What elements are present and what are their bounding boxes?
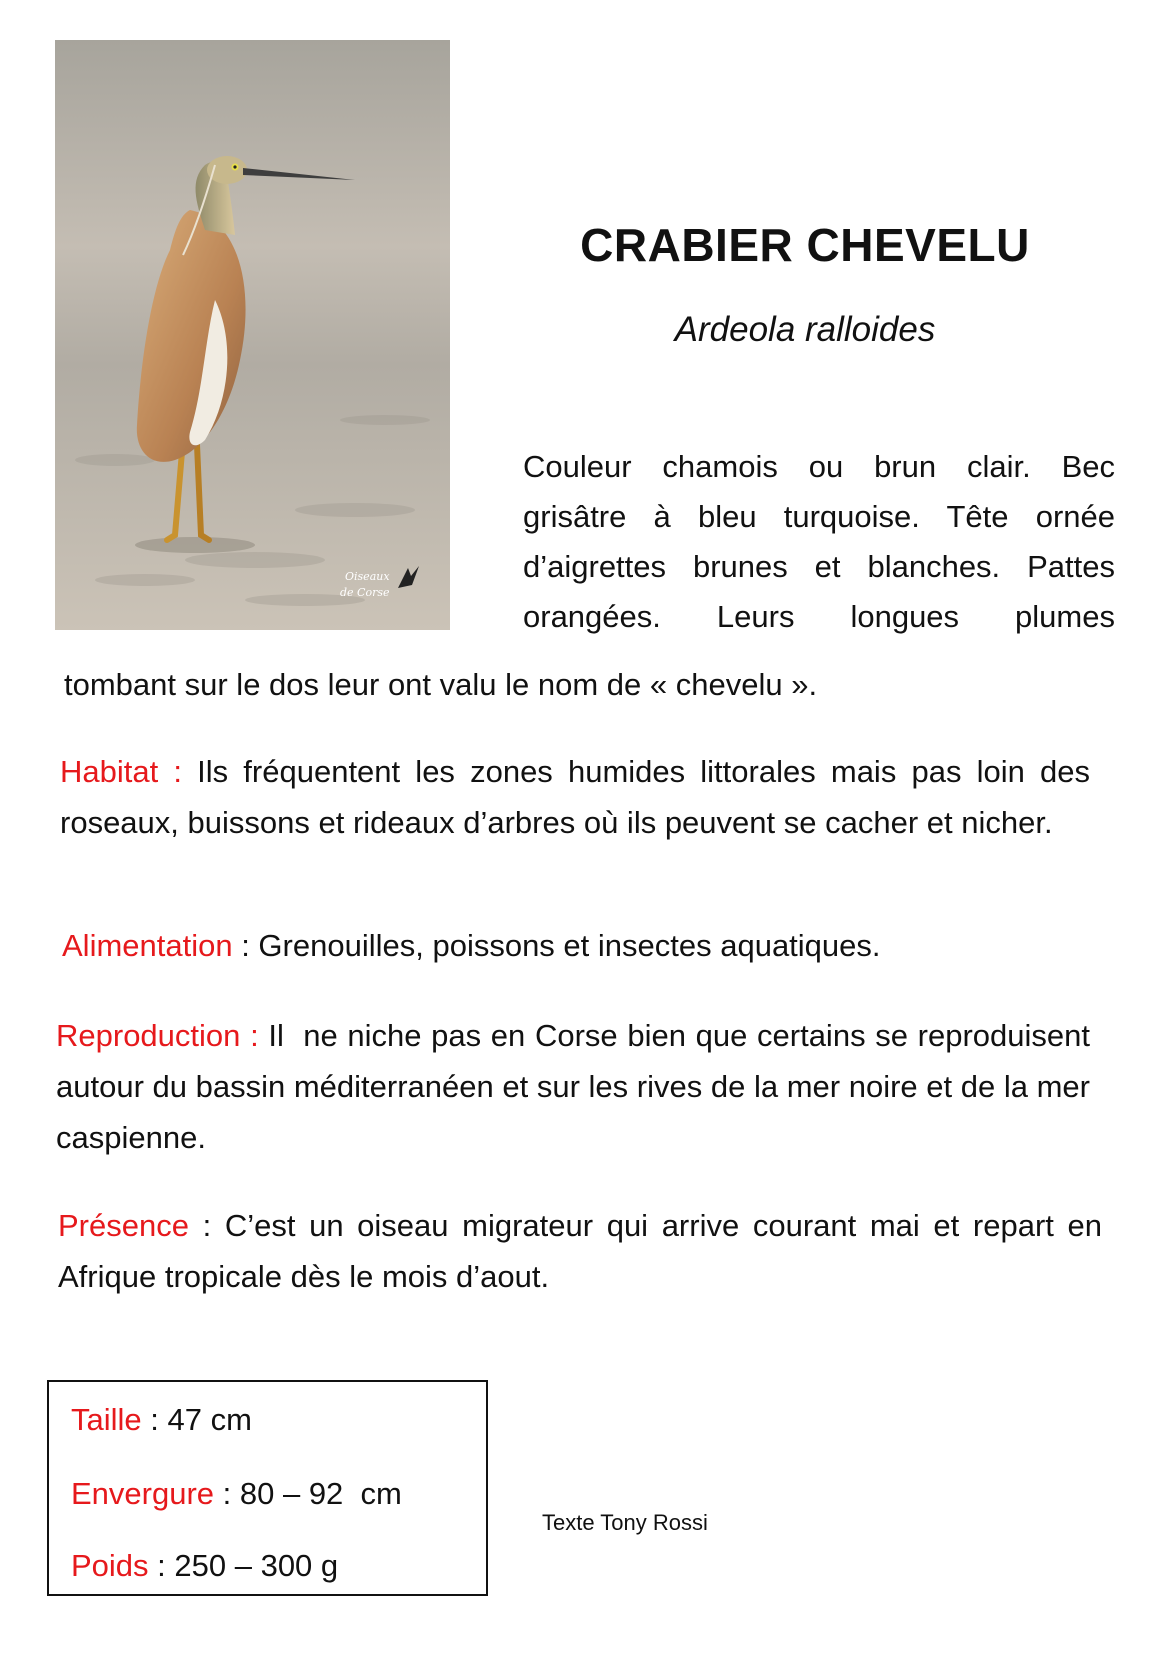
page-title: CRABIER CHEVELU — [580, 219, 1030, 271]
habitat-section — [60, 746, 1090, 848]
stat-envergure — [71, 1474, 402, 1514]
stat-poids — [71, 1546, 338, 1586]
description-first-part: Couleur chamois ou brun clair. Bec grisâtre à bleu turquoise. Tête ornée d’aigrettes brunes et blanches. Pattes orangées. Leurs longues plumes — [523, 449, 1115, 634]
poids-label: Poids — [71, 1548, 149, 1583]
alimentation-text: : Grenouilles, poissons et insectes aquatiques. — [232, 928, 881, 963]
habitat-label: Habitat : — [60, 754, 182, 789]
presence-label: Présence — [58, 1208, 189, 1243]
stat-taille — [71, 1400, 252, 1440]
reproduction-text: Il ne niche pas en Corse bien que certains se reproduisent autour du bassin méditerranéen et sur les rives de la mer noire et de la mer caspienne. — [56, 1018, 1099, 1155]
watermark-text-1: Oiseaux — [345, 570, 390, 583]
envergure-label: Envergure — [71, 1476, 215, 1511]
credit-text: Texte Tony Rossi — [542, 1510, 708, 1535]
reproduction-label: Reproduction : — [56, 1018, 259, 1053]
stats-box — [47, 1380, 488, 1596]
watermark-text-2: de Corse — [340, 586, 390, 599]
envergure-value: : 80 – 92 cm — [214, 1476, 402, 1511]
reproduction-section — [56, 1010, 1099, 1163]
taille-label: Taille — [71, 1402, 142, 1437]
latin-name: Ardeola ralloides — [674, 310, 936, 349]
poids-value: : 250 – 300 g — [148, 1548, 339, 1583]
taille-value: : 47 cm — [141, 1402, 252, 1437]
alimentation-label: Alimentation — [62, 928, 233, 963]
presence-text: : C’est un oiseau migrateur qui arrive courant mai et repart en Afrique tropicale dès le mois d’aout. — [58, 1208, 1102, 1294]
presence-section — [58, 1200, 1102, 1302]
heron-illustration — [55, 40, 450, 630]
bird-photo — [55, 40, 450, 630]
alimentation-section — [62, 920, 1092, 971]
description-second-part: tombant sur le dos leur ont valu le nom de « chevelu ». — [64, 667, 818, 702]
habitat-text: Ils fréquentent les zones humides littorales mais pas loin des roseaux, buissons et rideaux d’arbres où ils peuvent se cacher et nicher. — [60, 754, 1090, 840]
